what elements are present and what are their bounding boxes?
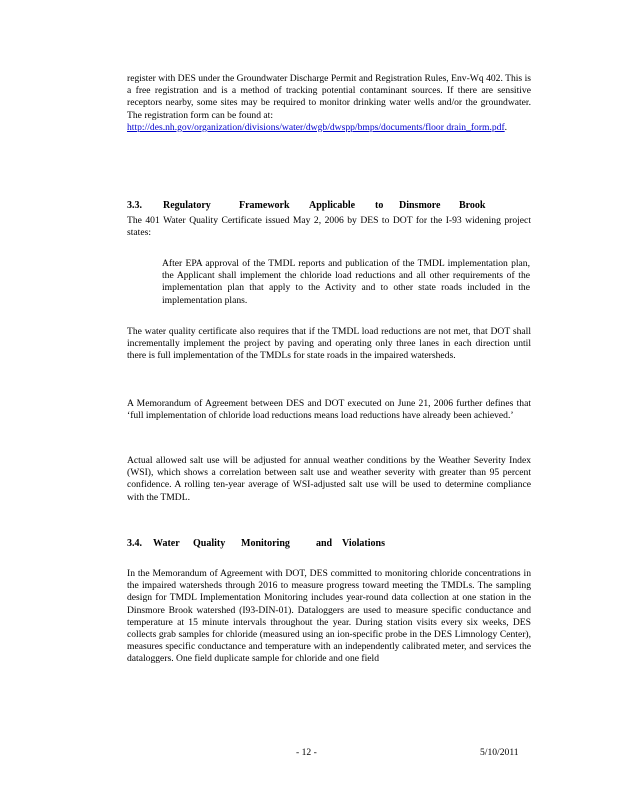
section-3-4-number: 3.4. bbox=[127, 538, 142, 549]
intro-link-tail: . bbox=[504, 121, 508, 133]
intro-paragraph bbox=[127, 73, 531, 134]
document-date: 5/10/2011 bbox=[480, 747, 519, 758]
section-3-3-heading: 3.3. Regulatory Framework Applicable to Dinsmore Brook bbox=[127, 200, 486, 211]
certificate-quote: After EPA approval of the TMDL reports and publication of the TMDL implementation plan, the Applicant shall implement the chloride load reductions and all other requirements of the implementation plan that apply to the Activity and to other state roads included in the implementation plans. bbox=[162, 258, 530, 306]
section-3-3-number: 3.3. bbox=[127, 200, 142, 211]
memorandum-paragraph: A Memorandum of Agreement between DES and DOT executed on June 21, 2006 further defines that ‘full implementation of chloride load reductions means load reductions have already been achieved.’ bbox=[127, 398, 531, 422]
intro-text: register with DES under the Groundwater Discharge Permit and Registration Rules, Env-Wq 402. This is a free registration and is a method of tracking potential contaminant sources. If there are sensitive receptors nearby, some sites may be required to monitor drinking water wells and/or the groundwater. The registration form can be found at: bbox=[127, 73, 531, 121]
section-3-4-heading: 3.4. Water Quality Monitoring and Violations bbox=[127, 538, 385, 549]
page-number: - 12 - bbox=[296, 747, 317, 758]
registration-form-link[interactable]: http://des.nh.gov/organization/divisions/water/dwgb/dwspp/bmps/documents/floor drain_form.pdf bbox=[127, 121, 505, 133]
salt-use-paragraph: Actual allowed salt use will be adjusted for annual weather conditions by the Weather Severity Index (WSI), which shows a correlation between salt use and weather severity with greater than 95 percent confidence. A rolling ten-year average of WSI-adjusted salt use will be used to determine compliance with the TMDL. bbox=[127, 455, 531, 503]
certificate-requirements-paragraph: The water quality certificate also requires that if the TMDL load reductions are not met, that DOT shall incrementally implement the project by paving and operating only three lanes in each direction until there is full implementation of the TMDLs for state roads in the impaired watersheds. bbox=[127, 326, 531, 362]
section-3-3-intro: The 401 Water Quality Certificate issued May 2, 2006 by DES to DOT for the I-93 widening project states: bbox=[127, 215, 531, 239]
monitoring-paragraph: In the Memorandum of Agreement with DOT, DES committed to monitoring chloride concentrations in the impaired watersheds through 2016 to measure progress toward meeting the TMDLs. The sampling design for TMDL Implementation Monitoring includes year-round data collection at one station in the Dinsmore Brook watershed (I93-DIN-01). Dataloggers are used to measure specific conductance and temperature at 15 minute intervals throughout the year. During station visits every six weeks, DES collects grab samples for chloride (measured using an ion-specific probe in the DES Limnology Center), measures specific conductance and temperature with an independently calibrated meter, and services the dataloggers. One field duplicate sample for chloride and one field bbox=[127, 568, 531, 665]
